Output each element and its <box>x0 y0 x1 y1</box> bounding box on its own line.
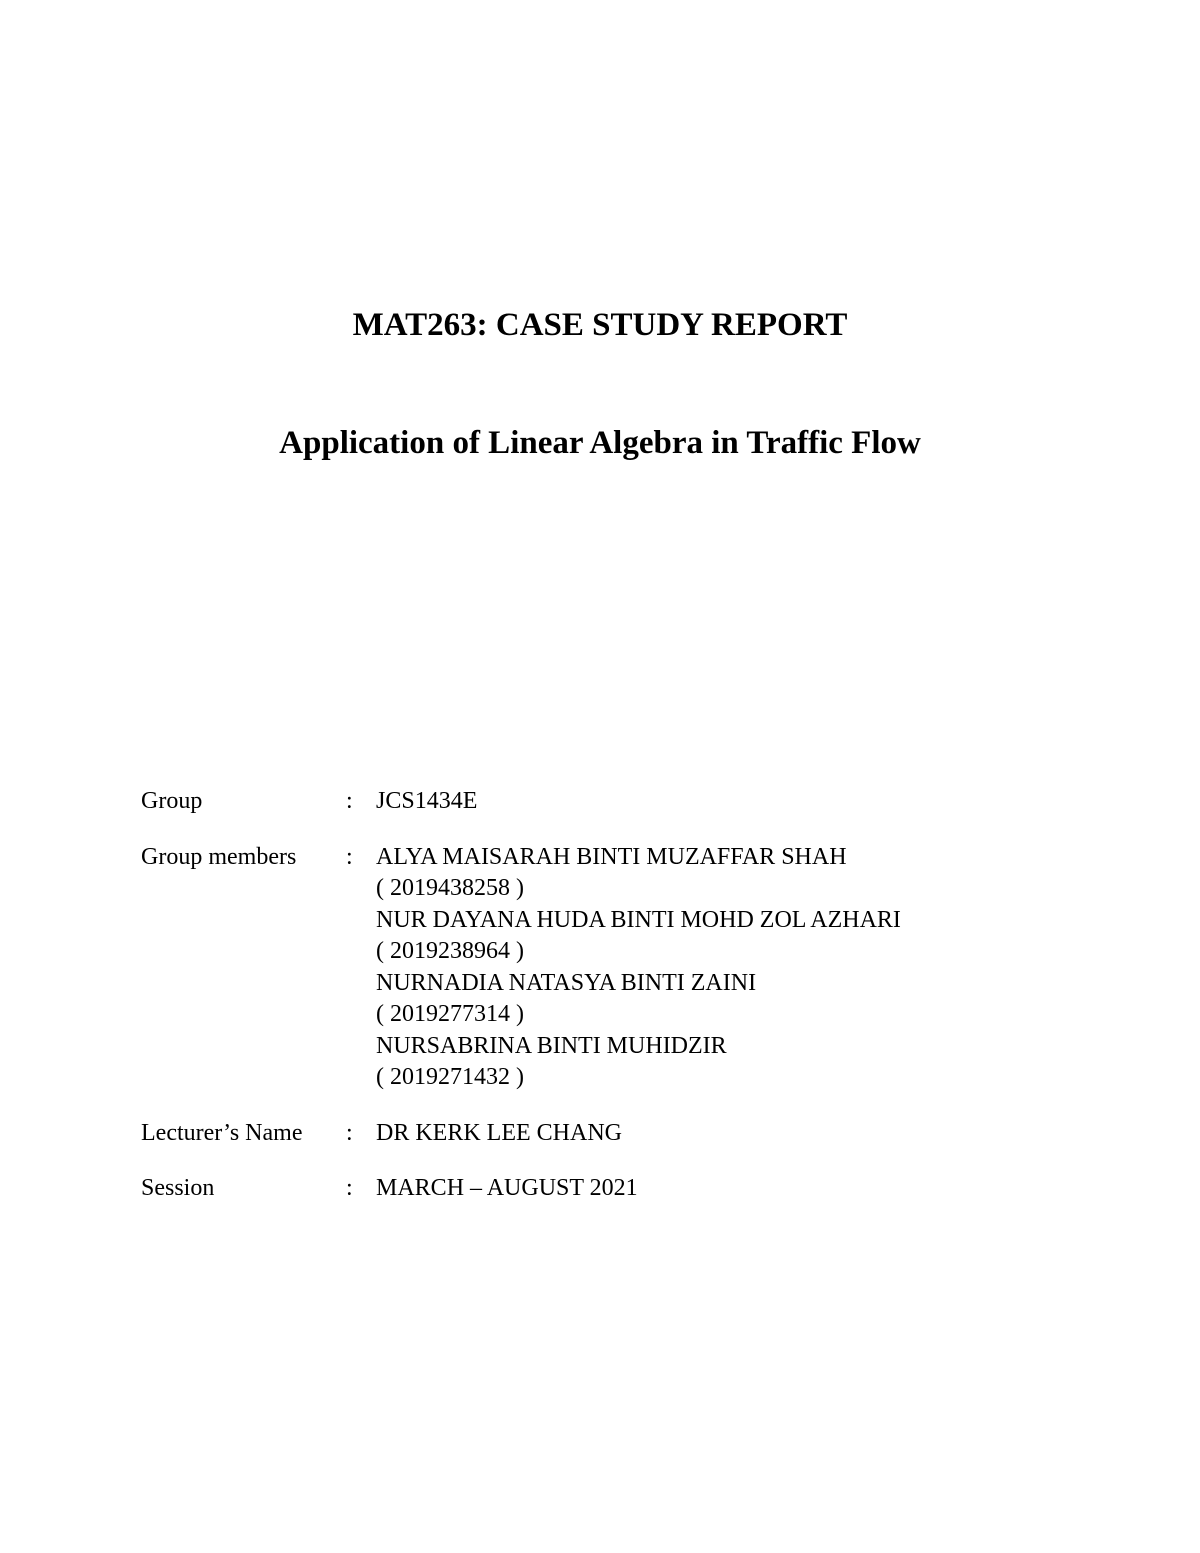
lecturer-row <box>141 1118 901 1150</box>
member-id: ( 2019271432 ) <box>376 1064 524 1090</box>
member-name: NURNADIA NATASYA BINTI ZAINI <box>376 969 757 996</box>
member-id: ( 2019438258 ) <box>376 875 524 901</box>
session-row <box>141 1173 901 1205</box>
session-value: MARCH – AUGUST 2021 <box>376 1175 638 1201</box>
member-name: NUR DAYANA HUDA BINTI MOHD ZOL AZHARI <box>376 906 901 933</box>
lecturer-value: DR KERK LEE CHANG <box>376 1119 622 1146</box>
report-title: MAT263: CASE STUDY REPORT <box>352 307 848 343</box>
report-details <box>141 786 901 1205</box>
session-separator: : <box>346 1175 353 1201</box>
report-subtitle: Application of Linear Algebra in Traffic Flow <box>279 425 921 461</box>
session-label: Session <box>141 1175 215 1201</box>
members-row <box>141 842 901 1094</box>
member-name: ALYA MAISARAH BINTI MUZAFFAR SHAH <box>376 843 847 870</box>
lecturer-label: Lecturer’s Name <box>141 1119 303 1146</box>
group-row <box>141 786 901 818</box>
members-label: Group members <box>141 843 297 870</box>
group-label: Group <box>141 788 203 814</box>
group-value: JCS1434E <box>376 788 478 814</box>
member-id: ( 2019277314 ) <box>376 1001 524 1027</box>
member-id: ( 2019238964 ) <box>376 938 524 964</box>
members-separator: : <box>346 843 353 870</box>
member-name: NURSABRINA BINTI MUHIDZIR <box>376 1032 727 1059</box>
group-separator: : <box>346 788 353 814</box>
lecturer-separator: : <box>346 1119 353 1146</box>
members-list <box>376 842 901 1094</box>
